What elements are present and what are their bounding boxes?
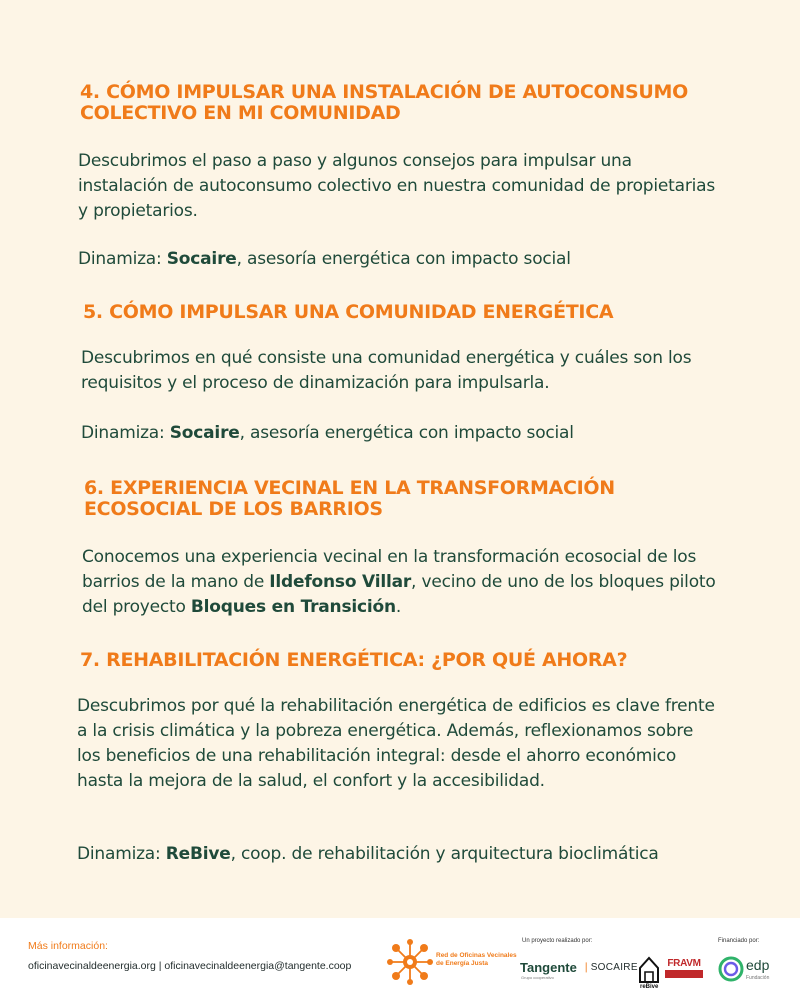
fravm-text: FRAVM bbox=[667, 958, 701, 969]
edp-subtitle: Fundación bbox=[746, 975, 770, 981]
dinamiza-org: Socaire bbox=[169, 423, 240, 443]
tangente-logo: Tangente bbox=[520, 960, 577, 975]
section-4-heading: 4. CÓMO IMPULSAR UNA INSTALACIÓN DE AUTOCONSUMO COLECTIVO EN MI COMUNIDAD bbox=[80, 81, 688, 124]
section-7-heading: 7. REHABILITACIÓN ENERGÉTICA: ¿POR QUÉ AHORA? bbox=[80, 649, 628, 671]
section-7-body: Descubrimos por qué la rehabilitación energética de edificios es clave frente a la crisis climática y la pobreza energética. Además, reflexionamos sobre los beneficios de una rehabilitación integral: desde el ahorro económico hasta la mejora de la salud, el confort y la accesibilidad. bbox=[77, 696, 715, 791]
fravm-bar bbox=[665, 970, 703, 978]
rebive-text: reBive bbox=[640, 984, 659, 990]
section-4-body: Descubrimos el paso a paso y algunos consejos para impulsar una instalación de autoconsumo colectivo en nuestra comunidad de propietarias y propietarios. bbox=[78, 151, 716, 221]
network-name: Red de Oficinas Vecinales de Energía Justa bbox=[436, 952, 517, 967]
dinamiza-org: ReBive bbox=[165, 844, 231, 864]
dinamiza-label: Dinamiza: bbox=[77, 844, 166, 864]
section-5-body: Descubrimos en qué consiste una comunidad energética y cuáles son los requisitos y el proceso de dinamización para impulsarla. bbox=[81, 348, 692, 393]
project-name: Bloques en Transición bbox=[190, 597, 396, 617]
section-6-body bbox=[82, 545, 732, 620]
network-logo-icon bbox=[386, 938, 434, 986]
section-5-heading: 5. CÓMO IMPULSAR UNA COMUNIDAD ENERGÉTICA bbox=[83, 301, 614, 323]
section-5-dinamiza bbox=[81, 421, 741, 446]
person-name: Ildefonso Villar bbox=[269, 572, 412, 592]
socaire-logo: ❘SOCAIRE bbox=[582, 962, 638, 973]
rebive-house-icon bbox=[638, 954, 660, 988]
body-text: , vecino de uno de los bloques piloto del proyecto bbox=[82, 572, 716, 617]
tangente-subtitle: Grupo cooperativo bbox=[521, 975, 554, 980]
dinamiza-desc: , coop. de rehabilitación y arquitectura bioclimática bbox=[230, 844, 659, 864]
edp-text: edp bbox=[746, 957, 770, 973]
dinamiza-org: Socaire bbox=[166, 249, 237, 269]
more-info-label: Más información: bbox=[28, 940, 108, 952]
dinamiza-desc: , asesoría energética con impacto social bbox=[239, 423, 574, 443]
section-4-dinamiza bbox=[78, 247, 738, 272]
socaire-text: SOCAIRE bbox=[590, 962, 638, 973]
body-text: Conocemos una experiencia vecinal en la transformación ecosocial de los barrios de la mano de bbox=[82, 547, 697, 592]
project-label: Un proyecto realizado por: bbox=[522, 938, 593, 944]
footer bbox=[0, 918, 800, 1000]
body-text: . bbox=[395, 597, 402, 617]
dinamiza-label: Dinamiza: bbox=[81, 423, 170, 443]
dinamiza-desc: , asesoría energética con impacto social bbox=[236, 249, 571, 269]
dinamiza-label: Dinamiza: bbox=[78, 249, 167, 269]
fravm-logo bbox=[665, 958, 703, 980]
section-6-heading: 6. EXPERIENCIA VECINAL EN LA TRANSFORMACIÓN ECOSOCIAL DE LOS BARRIOS bbox=[84, 477, 615, 520]
section-7-dinamiza bbox=[77, 842, 757, 867]
edp-logo-icon bbox=[718, 956, 744, 982]
funded-label: Financiado por: bbox=[718, 938, 760, 944]
contact-links[interactable]: oficinavecinaldeenergia.org | oficinavecinaldeenergia@tangente.coop bbox=[28, 960, 352, 972]
